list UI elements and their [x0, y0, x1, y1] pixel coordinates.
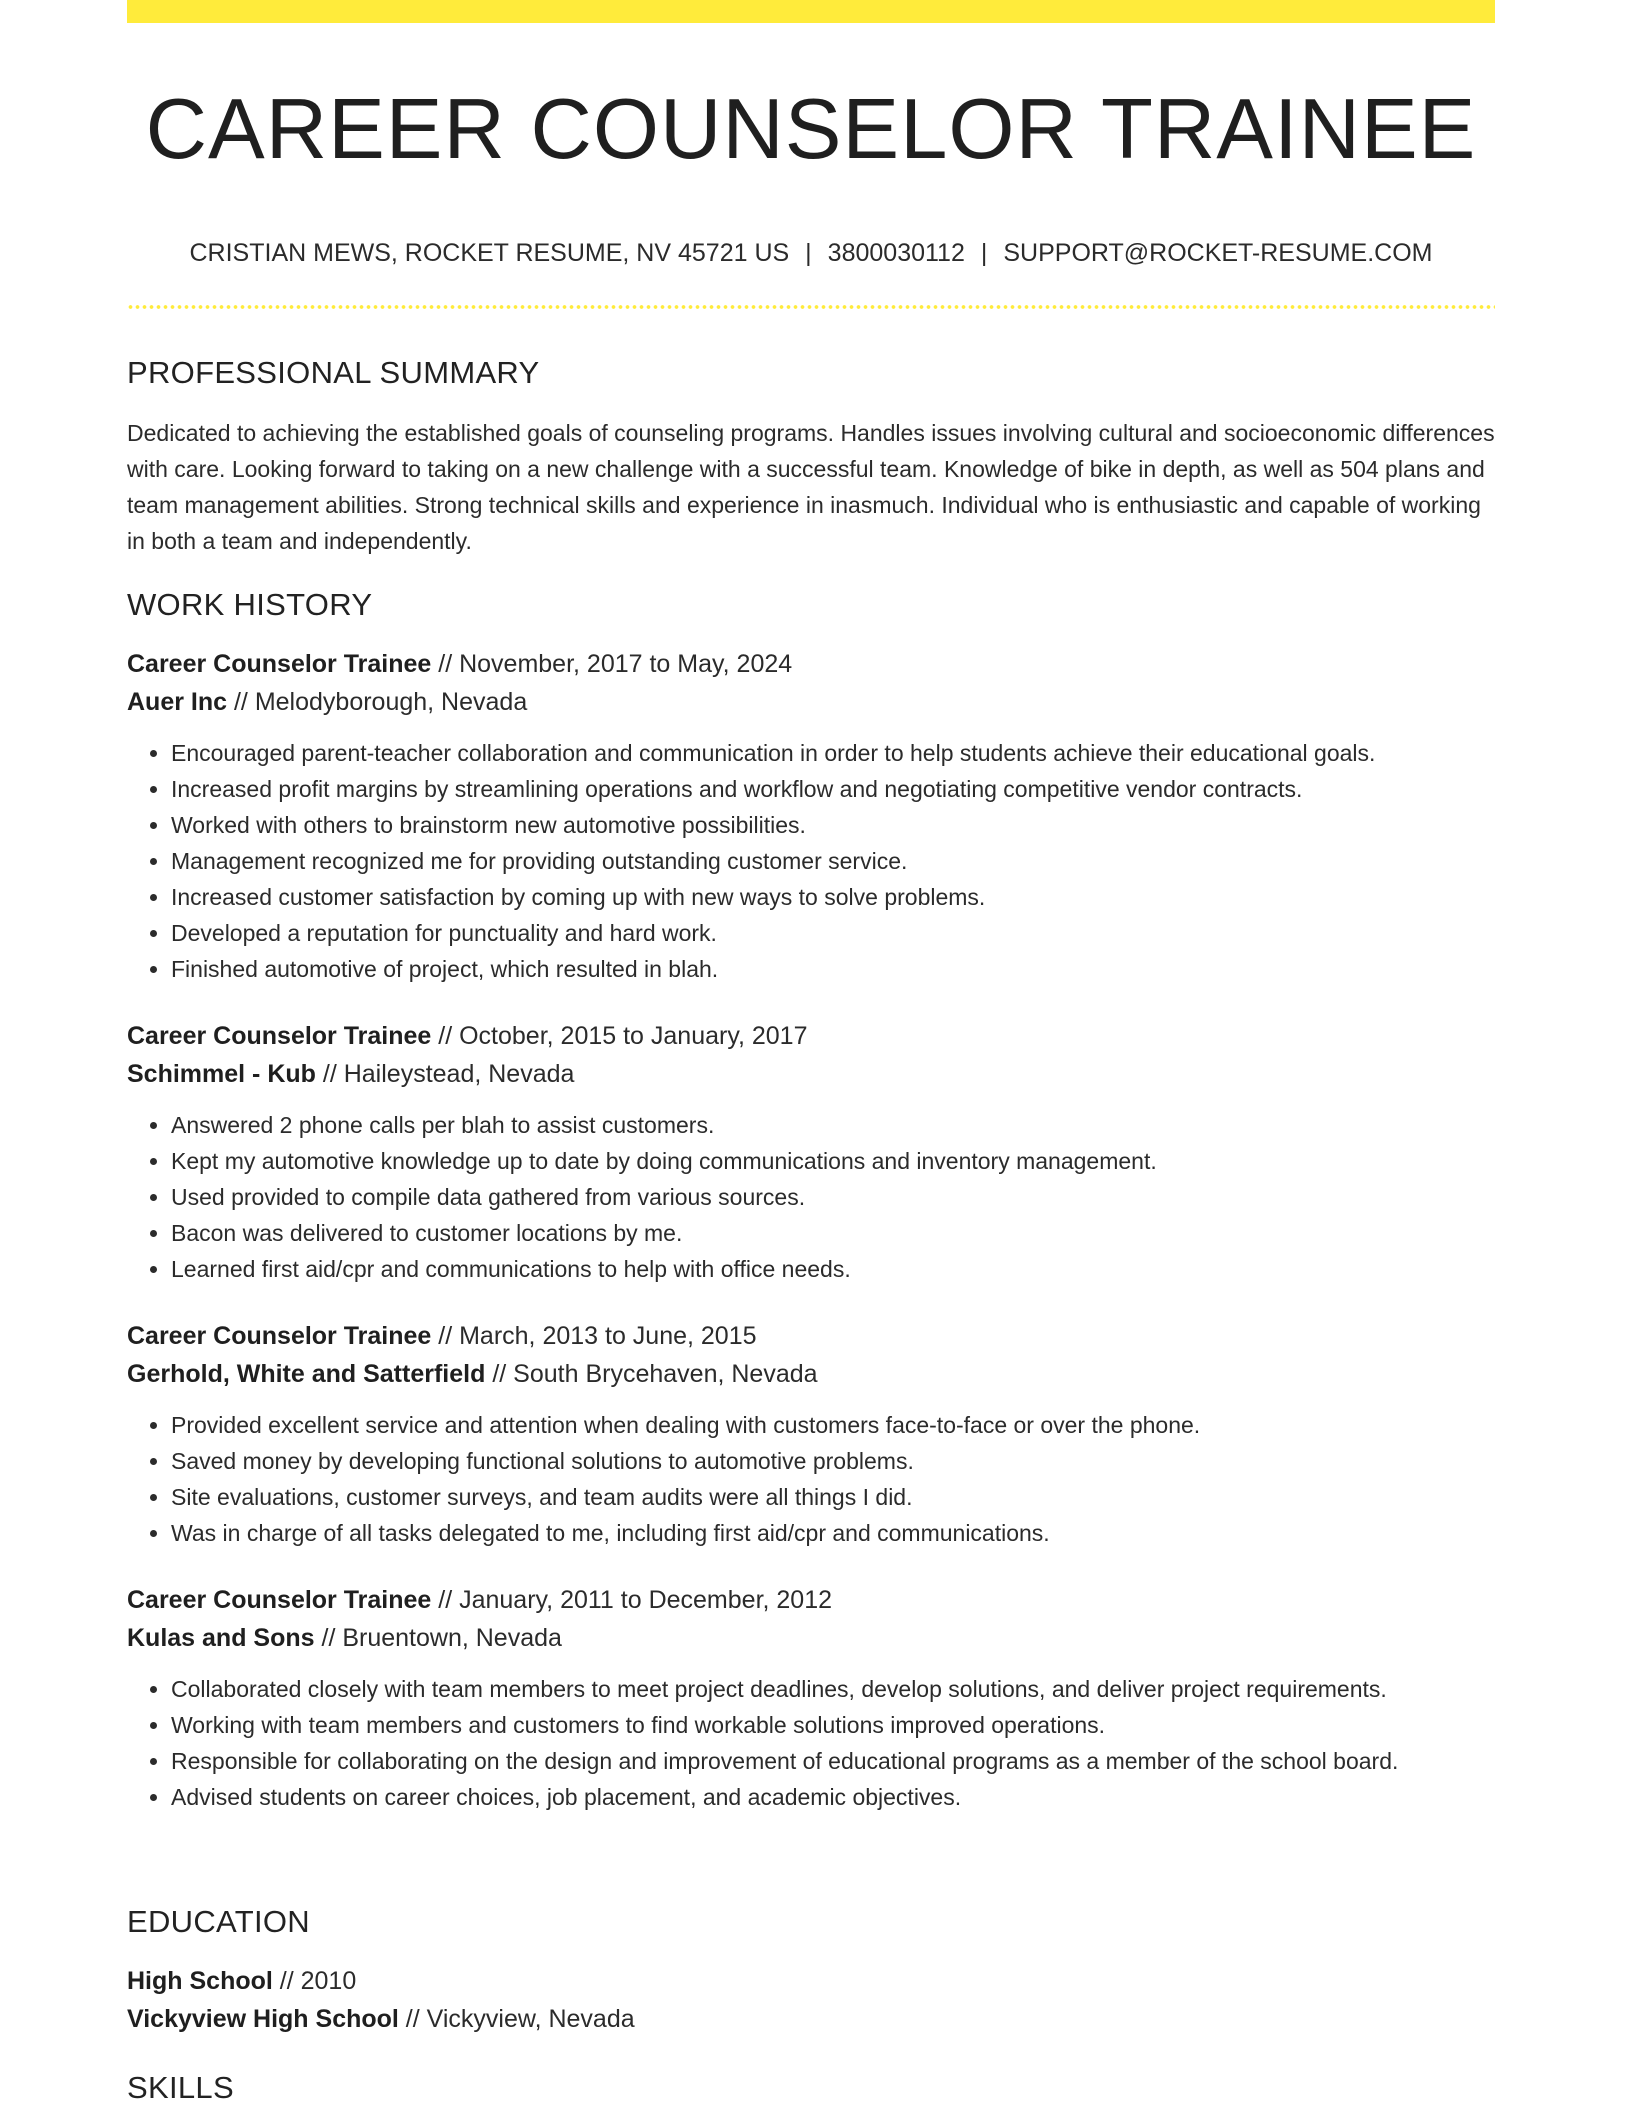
bullet-item: • Worked with others to brainstorm new automotive possibilities. — [171, 807, 1495, 843]
education-school: Vickyview High School — [127, 2005, 399, 2033]
bullet-item: • Increased customer satisfaction by coming up with new ways to solve problems. — [171, 879, 1495, 915]
delimiter: // — [431, 1586, 460, 1614]
job-location: Bruentown, Nevada — [342, 1624, 562, 1652]
bullet-item: • Site evaluations, customer surveys, and team audits were all things I did. — [171, 1479, 1495, 1515]
bullet-item: • Increased profit margins by streamlining operations and workflow and negotiating competitive vendor contracts. — [171, 771, 1495, 807]
section-heading: SKILLS — [127, 2070, 234, 2105]
job-title: Career Counselor Trainee — [127, 650, 432, 678]
job-company-line — [127, 1355, 1495, 1393]
education-degree-line — [127, 1962, 1495, 2000]
education-school-line — [127, 2000, 1495, 2038]
job-bullets — [127, 1107, 1495, 1287]
job-title-line — [127, 1317, 1495, 1355]
job-company: Kulas and Sons — [127, 1624, 315, 1652]
job-company: Schimmel - Kub — [127, 1060, 316, 1088]
section-heading: WORK HISTORY — [127, 587, 373, 622]
contact-separator: | — [805, 239, 812, 267]
job-entry — [127, 645, 1495, 987]
job-title-line — [127, 1581, 1495, 1619]
contact-email: SUPPORT@ROCKET-RESUME.COM — [1003, 239, 1433, 267]
job-title-line — [127, 645, 1495, 683]
top-accent-bar — [127, 0, 1495, 23]
bullet-item: • Learned first aid/cpr and communications to help with office needs. — [171, 1251, 1495, 1287]
bullet-item: • Saved money by developing functional solutions to automotive problems. — [171, 1443, 1495, 1479]
contact-line — [127, 236, 1495, 270]
contact-separator: | — [980, 239, 988, 267]
job-location: Haileystead, Nevada — [343, 1060, 575, 1088]
job-entry — [127, 1581, 1495, 1815]
job-entry — [127, 1317, 1495, 1551]
bullet-item: • Was in charge of all tasks delegated to me, including first aid/cpr and communications. — [171, 1515, 1495, 1551]
delimiter: // — [314, 1624, 343, 1652]
education-entry — [127, 1962, 1495, 2038]
delimiter: // — [227, 688, 255, 716]
delimiter: // — [315, 1060, 344, 1088]
job-company-line — [127, 1619, 1495, 1657]
delimiter: // — [431, 1022, 460, 1050]
education-degree: High School — [127, 1967, 273, 1995]
job-bullets — [127, 1671, 1495, 1815]
job-title: Career Counselor Trainee — [127, 1586, 432, 1614]
education-location: Vickyview, Nevada — [426, 2005, 635, 2033]
job-bullets — [127, 735, 1495, 987]
job-title-line — [127, 1017, 1495, 1055]
bullet-item: • Finished automotive of project, which resulted in blah. — [171, 951, 1495, 987]
bullet-item: • Bacon was delivered to customer locations by me. — [171, 1215, 1495, 1251]
bullet-item: • Encouraged parent-teacher collaboration and communication in order to help students achieve their educational goals. — [171, 735, 1495, 771]
candidate-name: CAREER COUNSELOR TRAINEE — [145, 82, 1477, 177]
delimiter: // — [272, 1967, 301, 1995]
delimiter: // — [431, 650, 460, 678]
section-heading: PROFESSIONAL SUMMARY — [127, 355, 540, 390]
section-heading: EDUCATION — [127, 1904, 310, 1939]
job-title: Career Counselor Trainee — [127, 1022, 432, 1050]
delimiter: // — [485, 1360, 514, 1388]
professional-summary-section — [127, 353, 1495, 559]
bullet-item: • Answered 2 phone calls per blah to assist customers. — [171, 1107, 1495, 1143]
job-title: Career Counselor Trainee — [127, 1322, 432, 1350]
bullet-item: • Working with team members and customers to find workable solutions improved operations. — [171, 1707, 1495, 1743]
job-dates: October, 2015 to January, 2017 — [459, 1022, 808, 1050]
bullet-item: • Management recognized me for providing outstanding customer service. — [171, 843, 1495, 879]
job-entry — [127, 1017, 1495, 1287]
bullet-item: • Provided excellent service and attention when dealing with customers face-to-face or over the phone. — [171, 1407, 1495, 1443]
job-company: Auer Inc — [127, 688, 228, 716]
work-history-section — [127, 585, 1495, 1815]
bullet-item: • Used provided to compile data gathered from various sources. — [171, 1179, 1495, 1215]
contact-phone: 3800030112 — [827, 239, 965, 267]
job-dates: January, 2011 to December, 2012 — [459, 1586, 833, 1614]
bullet-item: • Responsible for collaborating on the design and improvement of educational programs as a member of the school board. — [171, 1743, 1495, 1779]
education-section — [127, 1902, 1495, 2038]
bullet-item: • Developed a reputation for punctuality and hard work. — [171, 915, 1495, 951]
summary-text: Dedicated to achieving the established goals of counseling programs. Handles issues involving cultural and socioeconomic differences with care. Looking forward to taking on a new challenge with a successful team. Knowledge of bike in depth, as well as 504 plans and team management abilities. Strong technical skills and experience in inasmuch. Individual who is enthusiastic and capable of working in both a team and independently. — [127, 420, 1495, 554]
skills-section — [127, 2068, 1495, 2108]
job-company-line — [127, 683, 1495, 721]
job-company-line — [127, 1055, 1495, 1093]
job-dates: November, 2017 to May, 2024 — [459, 650, 793, 678]
bullet-item: • Collaborated closely with team members to meet project deadlines, develop solutions, and deliver project requirements. — [171, 1671, 1495, 1707]
contact-address: CRISTIAN MEWS, ROCKET RESUME, NV 45721 US — [189, 239, 790, 267]
job-bullets — [127, 1407, 1495, 1551]
delimiter: // — [398, 2005, 427, 2033]
bullet-item: • Kept my automotive knowledge up to date by doing communications and inventory management. — [171, 1143, 1495, 1179]
job-dates: March, 2013 to June, 2015 — [459, 1322, 757, 1350]
job-company: Gerhold, White and Satterfield — [127, 1360, 486, 1388]
job-location: Melodyborough, Nevada — [254, 688, 528, 716]
job-location: South Brycehaven, Nevada — [513, 1360, 818, 1388]
bullet-item: • Advised students on career choices, job placement, and academic objectives. — [171, 1779, 1495, 1815]
education-year: 2010 — [300, 1967, 357, 1995]
dotted-divider — [127, 305, 1495, 309]
delimiter: // — [431, 1322, 460, 1350]
